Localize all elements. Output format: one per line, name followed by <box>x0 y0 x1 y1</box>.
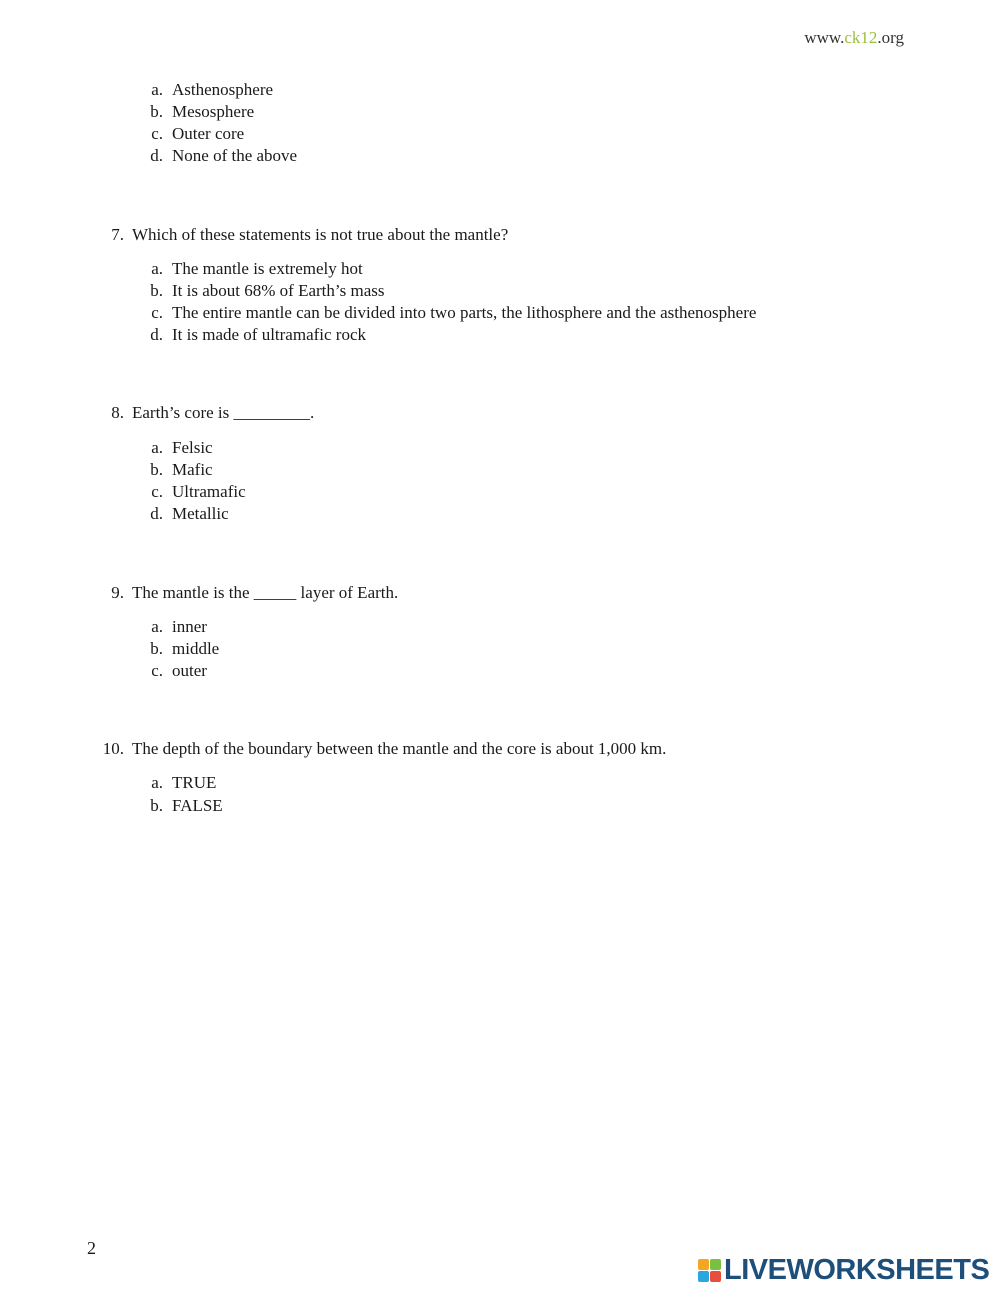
option-label: Felsic <box>172 438 213 457</box>
logo-tile <box>710 1259 721 1270</box>
option-label: The entire mantle can be divided into two parts, the lithosphere and the asthenosphere <box>172 303 757 322</box>
option-label: middle <box>172 639 220 658</box>
url-suffix: .org <box>877 28 904 47</box>
option-letter: a. <box>151 617 163 636</box>
option-label: inner <box>172 617 207 636</box>
option-label: Metallic <box>172 504 229 523</box>
option-label: It is about 68% of Earth’s mass <box>172 281 385 300</box>
logo-tile <box>710 1271 721 1282</box>
option-letter: a. <box>151 773 163 792</box>
logo-tile <box>698 1259 709 1270</box>
question-text: The mantle is the _____ layer of Earth. <box>132 583 399 602</box>
option-letter: a. <box>151 259 163 278</box>
page-number: 2 <box>87 1238 96 1258</box>
option-letter: b. <box>150 460 163 479</box>
option-label: It is made of ultramafic rock <box>172 325 367 344</box>
brand-name: LIVEWORKSHEETS <box>724 1253 990 1286</box>
url-prefix: www. <box>804 28 845 47</box>
option-letter: c. <box>151 482 163 501</box>
option-letter: b. <box>150 796 163 815</box>
option-label: None of the above <box>172 146 298 165</box>
header-url <box>804 28 904 48</box>
option-label: Mesosphere <box>172 102 255 121</box>
option-letter: d. <box>150 325 163 344</box>
liveworksheets-brand[interactable] <box>698 1255 989 1285</box>
option-letter: c. <box>151 661 163 680</box>
option-label: Asthenosphere <box>172 80 274 99</box>
option-letter: b. <box>150 102 163 121</box>
question-text: Which of these statements is not true about the mantle? <box>132 225 509 244</box>
option-letter: a. <box>151 438 163 457</box>
liveworksheets-logo-icon <box>698 1259 721 1282</box>
option-letter: d. <box>150 146 163 165</box>
option-letter: c. <box>151 303 163 322</box>
option-label: Mafic <box>172 460 213 479</box>
question-number: 9. <box>111 583 124 602</box>
option-label: outer <box>172 661 207 680</box>
option-letter: b. <box>150 639 163 658</box>
option-letter: d. <box>150 504 163 523</box>
question-number: 10. <box>102 739 124 758</box>
logo-tile <box>698 1271 709 1282</box>
option-letter: a. <box>151 80 163 99</box>
option-letter: c. <box>151 124 163 143</box>
option-label: Outer core <box>172 124 245 143</box>
question-text: Earth’s core is _________. <box>132 403 315 422</box>
question-number: 8. <box>111 403 124 422</box>
question-text: The depth of the boundary between the mantle and the core is about 1,000 km. <box>132 739 667 758</box>
question-number: 7. <box>111 225 124 244</box>
option-label: The mantle is extremely hot <box>172 259 363 278</box>
option-label: Ultramafic <box>172 482 246 501</box>
option-label: FALSE <box>172 796 223 815</box>
option-letter: b. <box>150 281 163 300</box>
option-label: TRUE <box>172 773 217 792</box>
url-brand: ck12 <box>844 28 878 47</box>
